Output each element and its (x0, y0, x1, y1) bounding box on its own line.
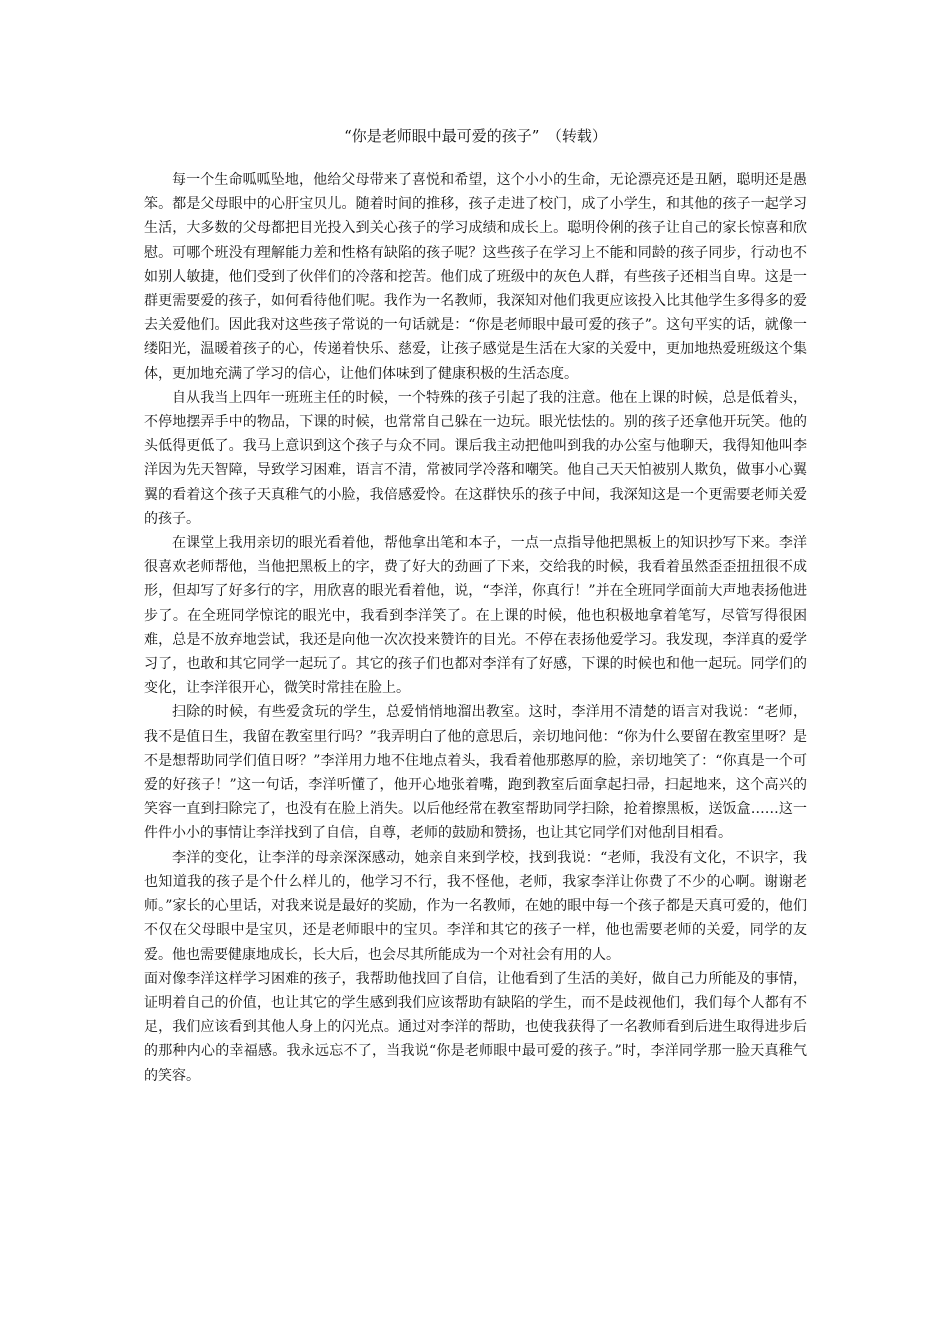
paragraph-2: 自从我当上四年一班班主任的时候，一个特殊的孩子引起了我的注意。他在上课的时候，总是低着头，不停地摆弄手中的物品，下课的时候，也常常自己躲在一边玩。眼光怯怯的。别的孩子还拿他开玩笑。他的头低得更低了。我马上意识到这个孩子与众不同。课后我主动把他叫到我的办公室与他聊天，我得知他叫李洋因为先天智障，导致学习困难，语言不清，常被同学冷落和嘲笑。他自己天天怕被别人欺负，做事小心翼翼的看着这个孩子天真稚气的小脸，我倍感爱怜。在这群快乐的孩子中间，我深知这是一个更需要老师关爱的孩子。 (144, 389, 807, 527)
paragraph-4: 扫除的时候，有些爱贪玩的学生，总爱悄悄地溜出教室。这时，李洋用不清楚的语言对我说：“老师，我不是值日生，我留在教室里行吗？”我弄明白了他的意思后，亲切地问他：“你为什么要留在教室里呀？是不是想帮助同学们值日呀？”李洋用力地不住地点着头，我看着他那憨厚的脸，亲切地笑了：“你真是一个可爱的好孩子！”这一句话，李洋听懂了，他开心地张着嘴，跑到教室后面拿起扫帚，扫起地来，这个高兴的笑容一直到扫除完了，也没有在脸上消失。以后他经常在教室帮助同学扫除，抢着擦黑板，送饭盒……这一件件小小的事情让李洋找到了自信，自尊，老师的鼓励和赞扬，也让其它同学们对他刮目相看。 (144, 704, 807, 842)
paragraph-6: 面对像李洋这样学习困难的孩子，我帮助他找回了自信，让他看到了生活的美好，做自己力所能及的事情，证明着自己的价值，也让其它的学生感到我们应该帮助有缺陷的学生，而不是歧视他们，我们每个人都有不足，我们应该看到其他人身上的闪光点。通过对李洋的帮助，也使我获得了一名教师看到后进生取得进步后的那种内心的幸福感。我永远忘不了，当我说“你是老师眼中最可爱的孩子。”时，李洋同学那一脸天真稚气的笑容。 (144, 970, 807, 1084)
paragraph-3: 在课堂上我用亲切的眼光看着他，帮他拿出笔和本子，一点一点指导他把黑板上的知识抄写下来。李洋很喜欢老师帮他，当他把黑板上的字，费了好大的劲画了下来，交给我的时候，我看着虽然歪歪扭扭很不成形，但却写了好多行的字，用欣喜的眼光看着他，说，“李洋，你真行！”并在全班同学面前大声地表扬他进步了。在全班同学惊诧的眼光中，我看到李洋笑了。在上课的时候，他也积极地拿着笔写，尽管写得很困难，总是不放弃地尝试，我还是向他一次次投来赞许的目光。不停在表扬他爱学习。我发现，李洋真的爱学习了，也敢和其它同学一起玩了。其它的孩子们也都对李洋有了好感，下课的时候也和他一起玩。同学们的变化，让李洋很开心，微笑时常挂在脸上。 (144, 535, 807, 697)
paragraph-1: 每一个生命呱呱坠地，他给父母带来了喜悦和希望，这个小小的生命，无论漂亮还是丑陋，聪明还是愚笨。都是父母眼中的心肝宝贝儿。随着时间的推移，孩子走进了校门，成了小学生，和其他的孩子一起学习生活，大多数的父母都把目光投入到关心孩子的学习成绩和成长上。聪明伶俐的孩子让自己的家长惊喜和欣慰。可哪个班没有理解能力差和性格有缺陷的孩子呢？这些孩子在学习上不能和同龄的孩子同步，行动也不如别人敏捷，他们受到了伙伴们的冷落和挖苦。他们成了班级中的灰色人群，有些孩子还相当自卑。这是一群更需要爱的孩子，如何看待他们呢。我作为一名教师，我深知对他们我更应该投入比其他学生多得多的爱去关爱他们。因此我对这些孩子常说的一句话就是：“你是老师眼中最可爱的孩子”。这句平实的话，就像一缕阳光，温暖着孩子的心，传递着快乐、慈爱，让孩子感觉是生活在大家的关爱中，更加地热爱班级这个集体，更加地充满了学习的信心，让他们体味到了健康积极的生活态度。 (144, 172, 807, 382)
document-title: “你是老师眼中最可爱的孩子” （转载） (344, 127, 607, 145)
paragraph-5: 李洋的变化，让李洋的母亲深深感动，她亲自来到学校，找到我说：“老师，我没有文化，不识字，我也知道我的孩子是个什么样儿的，他学习不行，我不怪他，老师，我家李洋让你费了不少的心啊。谢谢老师。”家长的心里话，对我来说是最好的奖励，作为一名教师，在她的眼中每一个孩子都是天真可爱的，他们不仅在父母眼中是宝贝，还是老师眼中的宝贝。李洋和其它的孩子一样，他也需要老师的关爱，同学的友爱。他也需要健康地成长，长大后，也会尽其所能成为一个对社会有用的人。 (144, 849, 807, 963)
document-page (144, 124, 807, 1088)
